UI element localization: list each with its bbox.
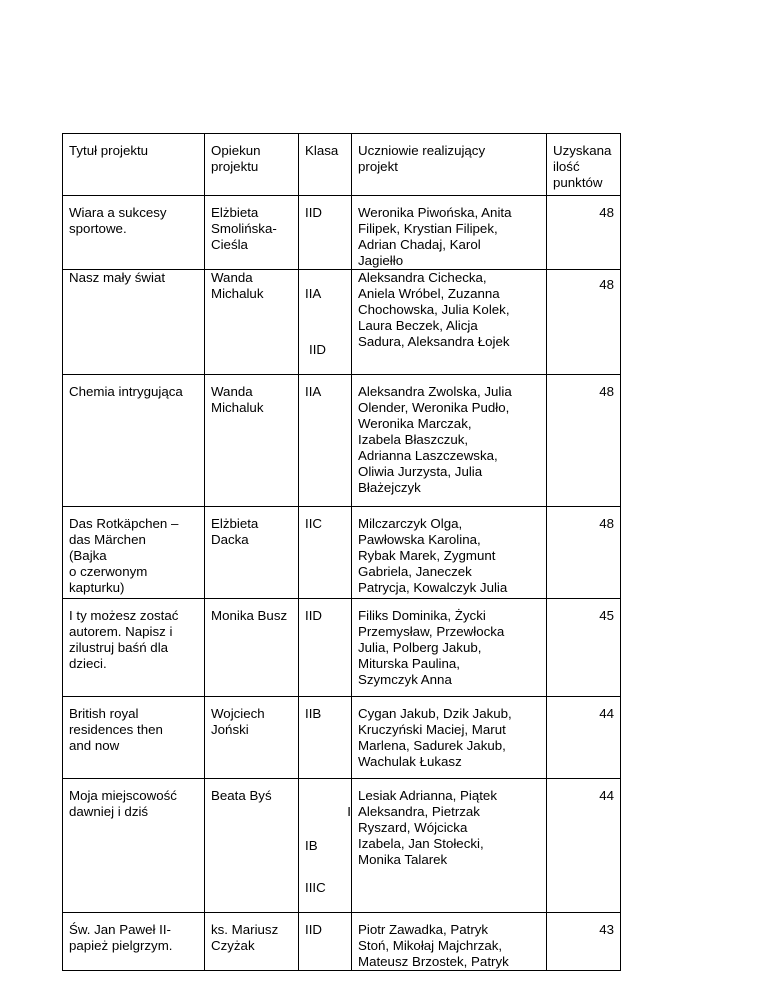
table-header-row: [63, 134, 621, 196]
project-tutor: Wojciech Joński: [205, 697, 299, 779]
project-title: I ty możesz zostać autorem. Napisz i zilustruj baśń dla dzieci.: [63, 599, 205, 697]
project-students: Aleksandra Cichecka, Aniela Wróbel, Zuzanna Chochowska, Julia Kolek, Laura Beczek, Alicja Sadura, Aleksandra Łojek: [352, 270, 547, 375]
klasa-value: IIA: [305, 286, 322, 301]
table-row: [63, 196, 621, 270]
project-title: British royal residences then and now: [63, 697, 205, 779]
table-row: [63, 697, 621, 779]
table-row: [63, 507, 621, 599]
project-title: Nasz mały świat: [63, 270, 205, 375]
project-klasa: IIA: [299, 375, 352, 507]
project-students: Lesiak Adrianna, Piątek Aleksandra, Pietrzak Ryszard, Wójcicka Izabela, Jan Stołecki, Monika Talarek: [352, 779, 547, 913]
klasa-value: IID: [309, 342, 326, 357]
project-tutor: Wanda Michaluk: [205, 270, 299, 375]
project-students: Milczarczyk Olga, Pawłowska Karolina, Rybak Marek, Zygmunt Gabriela, Janeczek Patrycja, Kowalczyk Julia: [352, 507, 547, 599]
project-points: 48: [547, 196, 621, 270]
project-points: 44: [547, 779, 621, 913]
project-tutor: Monika Busz: [205, 599, 299, 697]
header-points: Uzyskana ilość punktów: [547, 134, 621, 196]
klasa-value: IB: [305, 838, 318, 853]
project-title: Das Rotkäpchen – das Märchen (Bajka o czerwonym kapturku): [63, 507, 205, 599]
project-tutor: Elżbieta Smolińska- Cieśla: [205, 196, 299, 270]
project-students: Cygan Jakub, Dzik Jakub, Kruczyński Maciej, Marut Marlena, Sadurek Jakub, Wachulak Łukasz: [352, 697, 547, 779]
project-students: Aleksandra Zwolska, Julia Olender, Weronika Pudło, Weronika Marczak, Izabela Błaszczuk, Adrianna Laszczewska, Oliwia Jurzysta, Julia Błażejczyk: [352, 375, 547, 507]
table-row: [63, 913, 621, 971]
project-points: 48: [547, 507, 621, 599]
project-title: Wiara a sukcesy sportowe.: [63, 196, 205, 270]
project-title: Chemia intrygująca: [63, 375, 205, 507]
project-tutor: ks. Mariusz Czyżak: [205, 913, 299, 971]
project-points: 44: [547, 697, 621, 779]
project-points: 43: [547, 913, 621, 971]
project-tutor: Wanda Michaluk: [205, 375, 299, 507]
project-title: Św. Jan Paweł II- papież pielgrzym.: [63, 913, 205, 971]
project-klasa: [299, 779, 352, 913]
project-points: 48: [547, 375, 621, 507]
project-points: 45: [547, 599, 621, 697]
project-klasa: IID: [299, 196, 352, 270]
project-tutor: Elżbieta Dacka: [205, 507, 299, 599]
project-points: 48: [547, 270, 621, 375]
project-klasa: [299, 270, 352, 375]
klasa-value: I: [347, 804, 351, 819]
project-klasa: IIC: [299, 507, 352, 599]
project-tutor: Beata Byś: [205, 779, 299, 913]
table-row: [63, 779, 621, 913]
project-students: Piotr Zawadka, Patryk Stoń, Mikołaj Majchrzak, Mateusz Brzostek, Patryk: [352, 913, 547, 971]
project-klasa: IID: [299, 599, 352, 697]
project-klasa: IIB: [299, 697, 352, 779]
header-klasa: Klasa: [299, 134, 352, 196]
projects-table: [62, 133, 621, 971]
header-tutor: Opiekun projektu: [205, 134, 299, 196]
project-students: Filiks Dominika, Życki Przemysław, Przewłocka Julia, Polberg Jakub, Miturska Paulina, Szymczyk Anna: [352, 599, 547, 697]
project-klasa: IID: [299, 913, 352, 971]
klasa-value: IIIC: [305, 880, 326, 895]
project-students: Weronika Piwońska, Anita Filipek, Krystian Filipek, Adrian Chadaj, Karol Jagiełło: [352, 196, 547, 270]
header-title: Tytuł projektu: [63, 134, 205, 196]
table-row: [63, 375, 621, 507]
header-students: Uczniowie realizujący projekt: [352, 134, 547, 196]
table-row: [63, 270, 621, 375]
table-row: [63, 599, 621, 697]
project-title: Moja miejscowość dawniej i dziś: [63, 779, 205, 913]
